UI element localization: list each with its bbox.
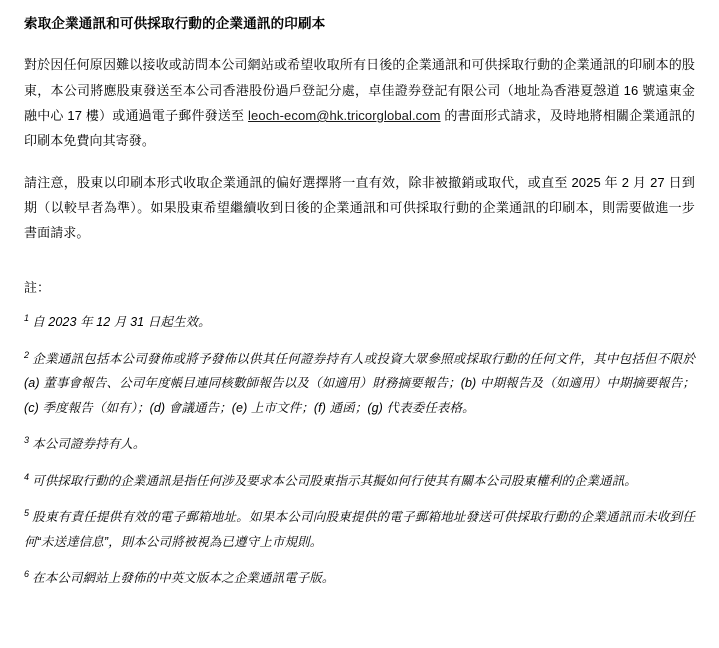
note-text: 在本公司網站上發佈的中英文版本之企業通訊電子版。	[32, 571, 335, 586]
note-item	[24, 347, 695, 420]
note-text: 自 2023 年 12 月 31 日起生效。	[32, 315, 211, 330]
contact-email-link[interactable]: leoch-ecom@hk.tricorglobal.com	[248, 107, 441, 123]
notes-heading: 註：	[24, 279, 51, 295]
note-item	[24, 310, 695, 335]
note-marker: 4	[24, 471, 30, 482]
note-text: 可供採取行動的企業通訊是指任何涉及要求本公司股東指示其擬如何行使其有關本公司股東權利的企業通訊。	[32, 473, 637, 488]
note-marker: 6	[24, 569, 30, 580]
note-marker: 5	[24, 508, 30, 519]
note-item	[24, 469, 695, 494]
note-marker: 2	[24, 349, 30, 360]
page-title: 索取企業通訊和可供採取行動的企業通訊的印刷本	[24, 16, 326, 31]
paragraph-1-tail: 的書面形式請求，及時地將相關企業通訊的印刷本免費向其寄發。	[24, 107, 695, 149]
paragraph-1	[24, 52, 695, 153]
note-text: 股東有責任提供有效的電子郵箱地址。如果本公司向股東提供的電子郵箱地址發送可供採取行動的企業通訊而未收到任何“未送達信息”，則本公司將被視為已遵守上市規則。	[24, 510, 695, 549]
note-marker: 3	[24, 435, 30, 446]
note-item	[24, 505, 695, 554]
note-marker: 1	[24, 313, 30, 324]
note-text: 本公司證券持有人。	[32, 437, 146, 452]
paragraph-2: 請注意，股東以印刷本形式收取企業通訊的偏好選擇將一直有效，除非被撤銷或取代，或直至 2025 年 2 月 27 日到期（以較早者為準）。如果股東希望繼續收到日後的企業通訊和可供採取行動的企業通訊的印刷本，則需要做進一步書面請求。	[24, 174, 695, 241]
note-item	[24, 566, 695, 591]
note-text: 企業通訊包括本公司發佈或將予發佈以供其任何證券持有人或投資大眾參照或採取行動的任何文件，其中包括但不限於 (a) 董事會報告、公司年度帳目連同核數師報告以及（如適用）財務摘要報告；(b) 中期報告及（如適用）中期摘要報告；(c) 季度報告（如有）；(d) 會議通告；(e) 上市文件；(f) 通函；(g) 代表委任表格。	[24, 352, 695, 415]
paragraph-1-text: 對於因任何原因難以接收或訪問本公司網站或希望收取所有日後的企業通訊和可供採取行動的企業通訊的印刷本的股東，本公司將應股東發送至本公司香港股份過戶登記分處，卓佳證券登記有限公司（地址為香港夏愨道 16 號遠東金融中心 17 樓）或通過電子郵件發送至	[24, 57, 695, 123]
note-item	[24, 432, 695, 457]
